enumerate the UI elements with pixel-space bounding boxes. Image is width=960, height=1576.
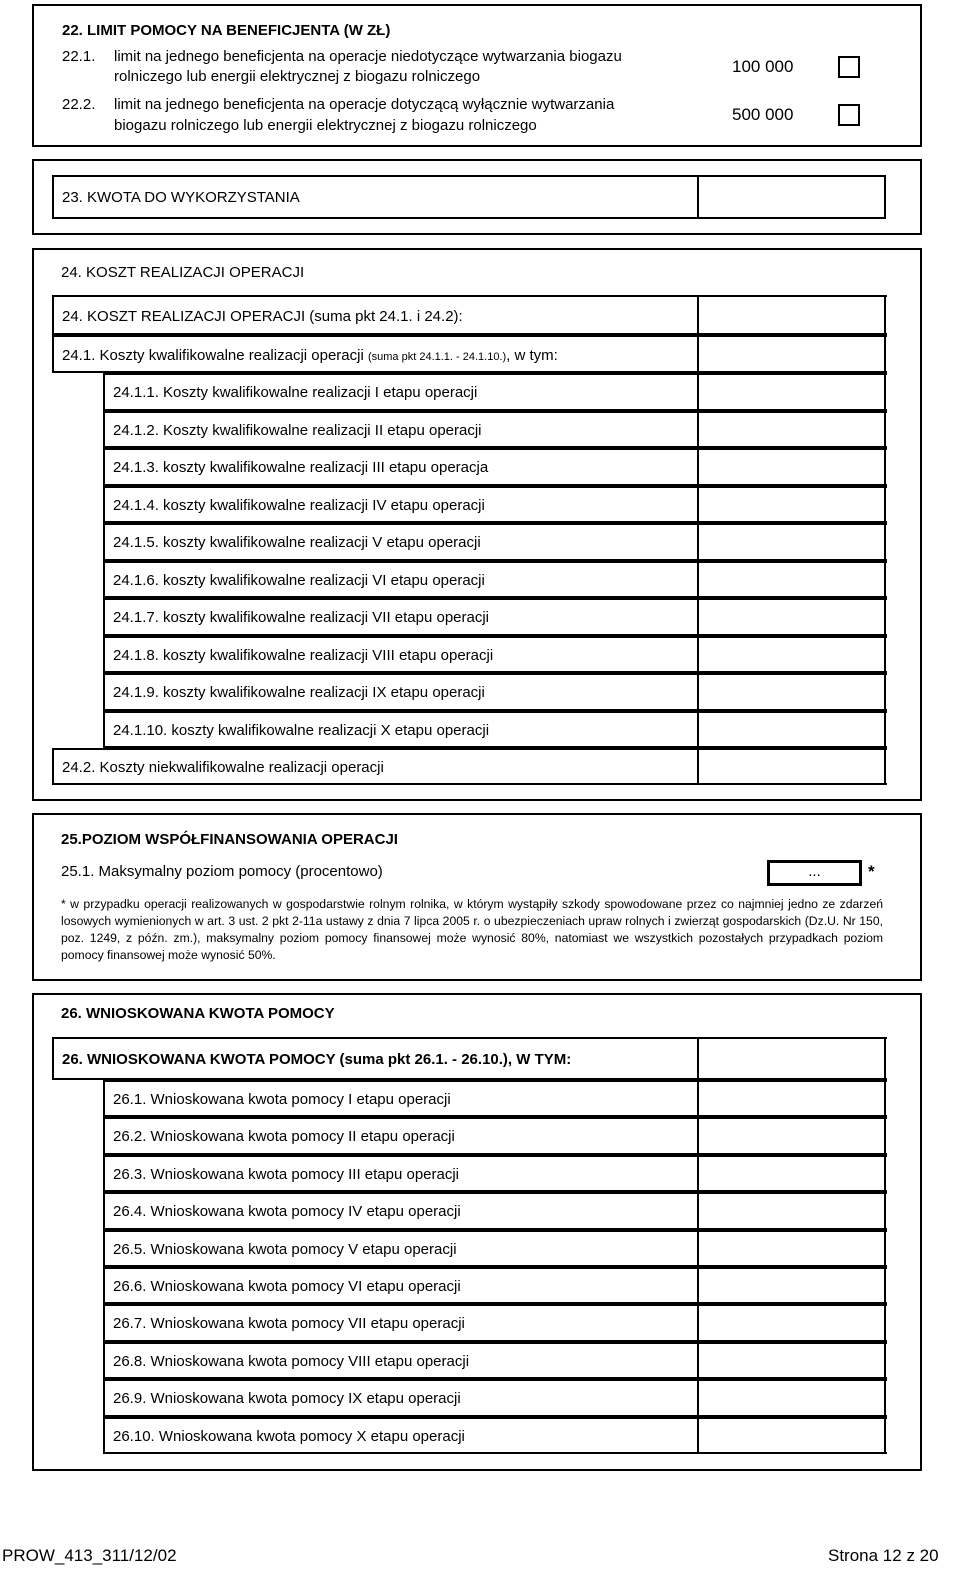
- eligible-costs-label: 24.1. Koszty kwalifikowalne realizacji operacji (suma pkt 24.1.1. - 24.1.10.), w tym:: [62, 347, 558, 364]
- item-22-1-line1: limit na jednego beneficjenta na operacje niedotyczące wytwarzania biogazu: [114, 48, 622, 65]
- stage-cost-label: 24.1.1. Koszty kwalifikowalne realizacji I etapu operacji: [113, 384, 478, 401]
- item-22-1-amount: 100 000: [732, 57, 794, 76]
- stage-cost-field[interactable]: [697, 486, 886, 524]
- amount-to-use-field[interactable]: [697, 175, 886, 219]
- requested-stage-label: 26.3. Wnioskowana kwota pomocy III etapu operacji: [113, 1165, 460, 1183]
- non-eligible-costs-field[interactable]: [697, 748, 886, 785]
- section-25: [32, 813, 922, 981]
- section-23: [32, 159, 922, 235]
- stage-cost-label: 24.1.7. koszty kwalifikowalne realizacji VII etapu operacji: [113, 609, 490, 626]
- stage-cost-field[interactable]: [697, 411, 886, 449]
- stage-cost-field[interactable]: [697, 448, 886, 486]
- section-22-title: 22. LIMIT POMOCY NA BENEFICJENTA (W ZŁ): [62, 22, 391, 39]
- stage-cost-field[interactable]: [697, 598, 886, 636]
- item-22-2-amount: 500 000: [732, 105, 794, 124]
- requested-stage-label: 26.8. Wnioskowana kwota pomocy VIII etapu operacji: [113, 1352, 470, 1370]
- requested-total-label: 26. WNIOSKOWANA KWOTA POMOCY (suma pkt 26.1. - 26.10.), W TYM:: [62, 1051, 572, 1068]
- requested-stage-field[interactable]: [697, 1304, 886, 1341]
- requested-stage-label: 26.1. Wnioskowana kwota pomocy I etapu operacji: [113, 1091, 451, 1108]
- section-22: [32, 4, 922, 147]
- non-eligible-costs-label: 24.2. Koszty niekwalifikowalne realizacji operacji: [62, 759, 384, 776]
- requested-stage-label: 26.2. Wnioskowana kwota pomocy II etapu operacji: [113, 1128, 455, 1146]
- cost-total-field[interactable]: [697, 295, 886, 335]
- requested-total-field[interactable]: [697, 1037, 886, 1080]
- checkbox-22-1[interactable]: [838, 56, 860, 78]
- requested-stage-field[interactable]: [697, 1342, 886, 1379]
- requested-stage-label: 26.9. Wnioskowana kwota pomocy IX etapu operacji: [113, 1390, 461, 1408]
- stage-cost-field[interactable]: [697, 673, 886, 711]
- stage-cost-field[interactable]: [697, 711, 886, 749]
- stage-cost-field[interactable]: [697, 561, 886, 599]
- page-number: Strona 12 z 20: [828, 1546, 939, 1565]
- cost-total-label: 24. KOSZT REALIZACJI OPERACJI (suma pkt 24.1. i 24.2):: [62, 308, 463, 325]
- item-22-2-line1: limit na jednego beneficjenta na operacje dotyczącą wyłącznie wytwarzania: [114, 96, 615, 113]
- checkbox-22-2[interactable]: [838, 104, 860, 126]
- requested-stage-field[interactable]: [697, 1117, 886, 1154]
- requested-stage-field[interactable]: [697, 1230, 886, 1267]
- requested-stage-label: 26.6. Wnioskowana kwota pomocy VI etapu operacji: [113, 1278, 461, 1295]
- stage-cost-label: 24.1.2. Koszty kwalifikowalne realizacji II etapu operacji: [113, 421, 482, 439]
- requested-stage-field[interactable]: [697, 1192, 886, 1229]
- requested-stage-field[interactable]: [697, 1080, 886, 1117]
- requested-stage-label: 26.4. Wnioskowana kwota pomocy IV etapu operacji: [113, 1203, 461, 1221]
- requested-stage-field[interactable]: [697, 1267, 886, 1304]
- section-26-title: 26. WNIOSKOWANA KWOTA POMOCY: [61, 1005, 335, 1022]
- stage-cost-field[interactable]: [697, 523, 886, 561]
- stage-cost-label: 24.1.3. koszty kwalifikowalne realizacji III etapu operacja: [113, 459, 489, 476]
- stage-cost-field[interactable]: [697, 636, 886, 674]
- requested-stage-field[interactable]: [697, 1379, 886, 1416]
- section-24-title: 24. KOSZT REALIZACJI OPERACJI: [61, 264, 305, 281]
- item-22-2-line2: biogazu rolniczego lub energii elektrycznej z biogazu rolniczego: [114, 117, 537, 134]
- max-aid-level-asterisk: *: [868, 862, 875, 881]
- item-22-2-number: 22.2.: [62, 96, 96, 113]
- amount-to-use-row: [52, 175, 697, 219]
- requested-stage-label: 26.10. Wnioskowana kwota pomocy X etapu operacji: [113, 1427, 465, 1445]
- section-26: [32, 993, 922, 1471]
- stage-cost-label: 24.1.4. koszty kwalifikowalne realizacji IV etapu operacji: [113, 496, 485, 514]
- max-aid-level-field[interactable]: ...: [767, 860, 862, 886]
- stage-cost-label: 24.1.8. koszty kwalifikowalne realizacji VIII etapu operacji: [113, 646, 494, 664]
- stage-cost-field[interactable]: [697, 373, 886, 411]
- section-24: [32, 248, 922, 801]
- footnote: * w przypadku operacji realizowanych w gospodarstwie rolnym rolnika, w którym wystąpiły szkody spowodowane przez co najmniej jedno ze zdarzeń losowych wymienionych w art. 3 ust. 2 pkt 2-11a ustawy z dnia 7 lipca 2005 r. o ubezpieczeniach upraw rolnych i zwierząt gospodarskich (Dz.U. Nr 150, poz. 1249, z późn. zm.), maksymalny poziom pomocy finansowej może wynosić 80%, natomiast we wszystkich pozostałych przypadkach poziom pomocy finansowej może wynosić 50%.: [61, 897, 883, 962]
- requested-stage-label: 26.5. Wnioskowana kwota pomocy V etapu operacji: [113, 1240, 457, 1258]
- section-25-title: 25.POZIOM WSPÓŁFINANSOWANIA OPERACJI: [61, 831, 398, 848]
- item-22-1-number: 22.1.: [62, 48, 96, 65]
- section-23-title: 23. KWOTA DO WYKORZYSTANIA: [62, 189, 300, 206]
- stage-cost-label: 24.1.10. koszty kwalifikowalne realizacji X etapu operacji: [113, 721, 490, 739]
- requested-stage-label: 26.7. Wnioskowana kwota pomocy VII etapu operacji: [113, 1315, 465, 1333]
- item-22-1-line2: rolniczego lub energii elektrycznej z biogazu rolniczego: [114, 68, 481, 85]
- requested-stage-field[interactable]: [697, 1417, 886, 1454]
- max-aid-level-label: 25.1. Maksymalny poziom pomocy (procentowo): [61, 863, 383, 880]
- stage-cost-label: 24.1.9. koszty kwalifikowalne realizacji IX etapu operacji: [113, 684, 485, 701]
- eligible-costs-field[interactable]: [697, 335, 886, 373]
- requested-stage-field[interactable]: [697, 1155, 886, 1192]
- form-code: PROW_413_311/12/02: [2, 1546, 177, 1565]
- stage-cost-label: 24.1.5. koszty kwalifikowalne realizacji V etapu operacji: [113, 534, 481, 551]
- stage-cost-label: 24.1.6. koszty kwalifikowalne realizacji VI etapu operacji: [113, 571, 485, 589]
